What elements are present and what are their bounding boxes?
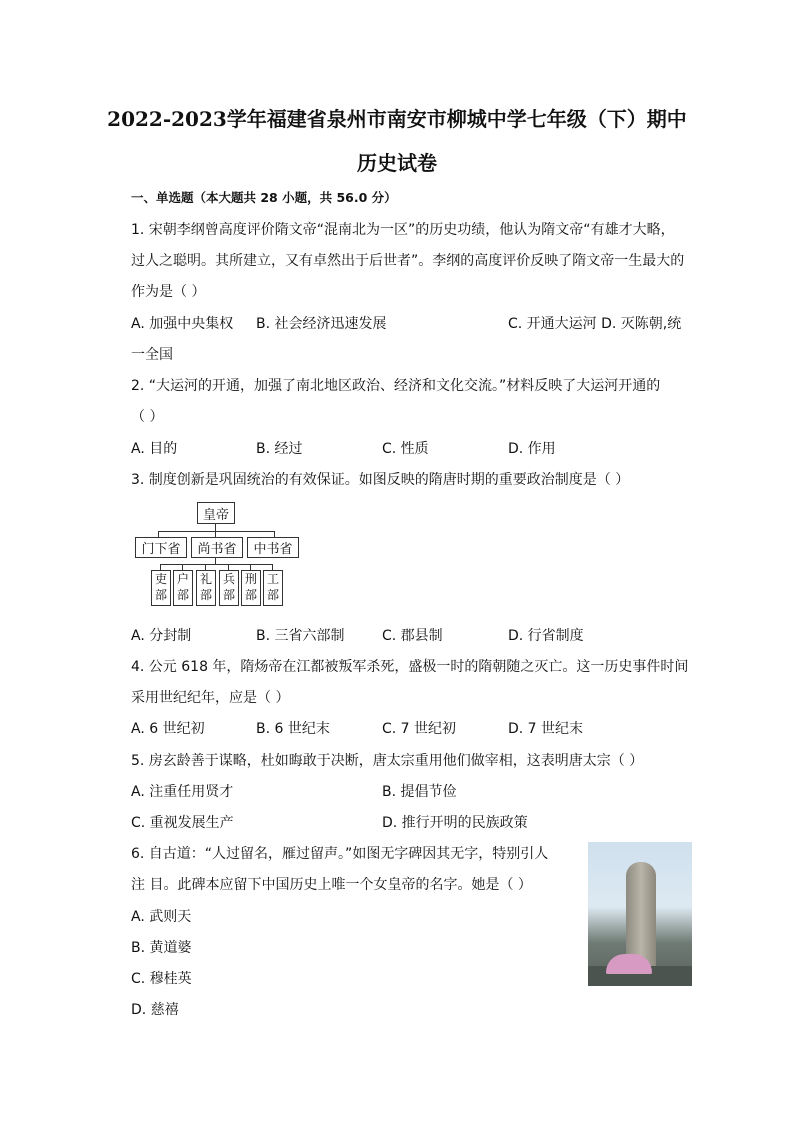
q4-option-d: D. 7 世纪末 [508, 721, 584, 737]
q5-stem-line1: 5. 房玄龄善于谋略，杜如晦敢于决断，唐太宗重用他们做宰相，这表明唐太宗（ ） [131, 753, 644, 769]
q1-stem-line2: 过人之聪明。其所建立，又有卓然出于后世者”。李纲的高度评价反映了隋文帝一生最大的 [131, 253, 685, 269]
chart-node-xing-ministry: 刑 部 [241, 570, 261, 606]
q4-stem-line1: 4. 公元 618 年，隋炀帝在江都被叛军杀死，盛极一时的隋朝随之灭亡。这一历史事件时间 [131, 659, 689, 675]
chart-node-bing-ministry: 兵 部 [219, 570, 239, 606]
three-departments-six-ministries-chart [133, 502, 303, 606]
q2-stem-line2: （ ） [131, 409, 164, 425]
q4-option-a: A. 6 世纪初 [131, 721, 205, 737]
q5-option-b: B. 提倡节俭 [382, 784, 457, 800]
q2-option-b: B. 经过 [256, 441, 303, 457]
q2-option-d: D. 作用 [508, 441, 556, 457]
q3-option-b: B. 三省六部制 [256, 628, 345, 644]
exam-title-line2: 历史试卷 [357, 151, 437, 175]
q5-option-d: D. 推行开明的民族政策 [382, 815, 528, 831]
exam-title-line1: 2022-2023学年福建省泉州市南安市柳城中学七年级（下）期中 [107, 107, 687, 131]
q4-option-c: C. 7 世纪初 [382, 721, 457, 737]
q2-option-c: C. 性质 [382, 441, 429, 457]
q6-stem-line1: 6. 自古道：“人过留名，雁过留声。”如图无字碑因其无字，特别引人 [131, 846, 549, 862]
q6-stem-line2: 注 目。此碑本应留下中国历史上唯一个女皇帝的名字。她是（ ） [131, 877, 532, 893]
q5-option-a: A. 注重任用贤才 [131, 784, 234, 800]
chart-node-hu-ministry: 户 部 [173, 570, 193, 606]
chart-node-gong-ministry: 工 部 [263, 570, 283, 606]
chart-node-emperor: 皇帝 [197, 502, 235, 524]
q1-stem-line3: 作为是（ ） [131, 284, 206, 300]
q3-option-d: D. 行省制度 [508, 628, 584, 644]
q2-option-a: A. 目的 [131, 441, 178, 457]
q3-option-a: A. 分封制 [131, 628, 192, 644]
q1-stem-line1: 1. 宋朝李纲曾高度评价隋文帝“混南北为一区”的历史功绩，他认为隋文帝“有雄才大略， [131, 222, 675, 238]
q5-option-c: C. 重视发展生产 [131, 815, 234, 831]
chart-node-menxia: 门下省 [135, 537, 187, 558]
wordless-stele-photo [588, 842, 692, 986]
q3-stem-line1: 3. 制度创新是巩固统治的有效保证。如图反映的隋唐时期的重要政治制度是（ ） [131, 472, 630, 488]
q3-option-c: C. 郡县制 [382, 628, 443, 644]
q1-option-cd: C. 开通大运河 D. 灭陈朝,统 [508, 316, 682, 332]
q6-option-b: B. 黄道婆 [131, 940, 192, 956]
section-heading: 一、单选题（本大题共 28 小题，共 56.0 分） [131, 190, 397, 205]
q6-option-a: A. 武则天 [131, 909, 192, 925]
chart-node-shangshu: 尚书省 [191, 537, 243, 558]
q1-option-a: A. 加强中央集权 [131, 316, 234, 332]
q6-option-c: C. 穆桂英 [131, 971, 192, 987]
q4-option-b: B. 6 世纪末 [256, 721, 330, 737]
chart-node-li-ministry: 吏 部 [151, 570, 171, 606]
q1-option-b: B. 社会经济迅速发展 [256, 316, 387, 332]
chart-node-rites-ministry: 礼 部 [196, 570, 216, 606]
q4-stem-line2: 采用世纪纪年，应是（ ） [131, 690, 290, 706]
q6-option-d: D. 慈禧 [131, 1002, 179, 1018]
q2-stem-line1: 2. “大运河的开通，加强了南北地区政治、经济和文化交流。”材料反映了大运河开通的 [131, 378, 661, 394]
chart-node-zhongshu: 中书省 [247, 537, 299, 558]
q1-option-d-cont: 一全国 [131, 347, 173, 363]
